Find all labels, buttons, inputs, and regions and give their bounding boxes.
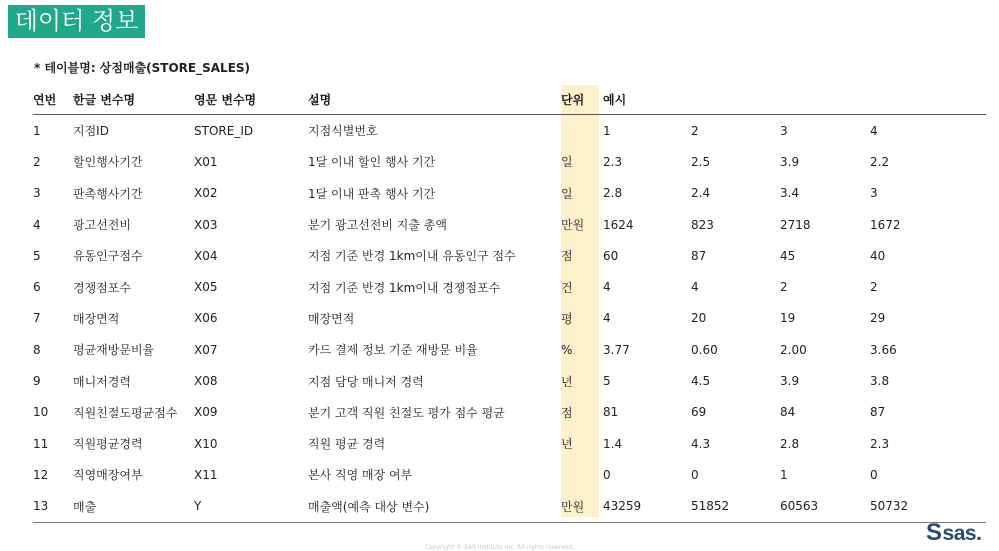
cell-korean-name: 유동인구점수 — [73, 249, 143, 264]
cell-example: 4 — [870, 123, 878, 138]
cell-example: 45 — [780, 248, 796, 263]
cell-example: 87 — [870, 405, 886, 420]
cell-description: 지점 기준 반경 1km이내 유동인구 점수 — [308, 249, 516, 264]
cell-unit: 점 — [561, 405, 573, 420]
table-row — [33, 459, 986, 490]
cell-english-name: X01 — [194, 154, 218, 169]
cell-no: 7 — [33, 311, 41, 326]
cell-english-name: X06 — [194, 311, 218, 326]
cell-description: 카드 결제 정보 기준 재방문 비율 — [308, 343, 478, 358]
cell-description: 1달 이내 할인 행사 기간 — [308, 155, 436, 170]
cell-example: 2.5 — [691, 154, 711, 169]
table-row — [33, 397, 986, 428]
cell-no: 4 — [33, 217, 41, 232]
data-dictionary-table — [33, 85, 986, 523]
table-row — [33, 428, 986, 459]
table-row — [33, 146, 986, 177]
header-korean-name: 한글 변수명 — [73, 85, 194, 115]
copyright-notice: Copyright © SAS Institute Inc. All rights reserved. — [424, 544, 575, 551]
cell-example: 40 — [870, 248, 886, 263]
cell-example: 2.3 — [870, 436, 890, 451]
header-example: 예시 — [603, 85, 691, 115]
cell-example: 3 — [780, 123, 788, 138]
sas-logo-mark: S — [926, 519, 942, 546]
cell-no: 8 — [33, 342, 41, 357]
cell-example: 5 — [603, 374, 611, 389]
table-row — [33, 240, 986, 271]
cell-no: 6 — [33, 280, 41, 295]
cell-korean-name: 직원평균경력 — [73, 437, 143, 452]
cell-english-name: X05 — [194, 280, 218, 295]
cell-no: 1 — [33, 123, 41, 138]
cell-no: 3 — [33, 186, 41, 201]
cell-example: 3.66 — [870, 342, 897, 357]
cell-example: 4.5 — [691, 374, 711, 389]
cell-english-name: X02 — [194, 186, 218, 201]
cell-korean-name: 직원친절도평균점수 — [73, 405, 178, 420]
cell-unit: 년 — [561, 374, 573, 389]
cell-description: 매장면적 — [308, 311, 355, 326]
cell-unit: 일 — [561, 186, 573, 201]
cell-english-name: X04 — [194, 248, 218, 263]
cell-no: 10 — [33, 405, 49, 420]
cell-example: 3.9 — [780, 374, 800, 389]
cell-example: 1 — [603, 123, 611, 138]
cell-example: 0 — [691, 467, 699, 482]
table-row — [33, 271, 986, 302]
cell-example: 50732 — [870, 491, 986, 523]
cell-example: 2.4 — [691, 186, 711, 201]
cell-no: 12 — [33, 467, 49, 482]
page-title: 데이터 정보 — [8, 5, 145, 38]
cell-example: 60563 — [780, 491, 870, 523]
cell-no: 2 — [33, 154, 41, 169]
cell-unit: % — [561, 342, 573, 357]
cell-example: 2 — [870, 280, 878, 295]
table-row — [33, 365, 986, 396]
cell-example: 2.8 — [603, 186, 623, 201]
cell-unit: 년 — [561, 437, 573, 452]
cell-example: 2 — [780, 280, 788, 295]
cell-english-name: X07 — [194, 342, 218, 357]
sas-logo-dot: . — [976, 522, 982, 545]
cell-korean-name: 광고선전비 — [73, 218, 131, 233]
cell-example: 4 — [603, 280, 611, 295]
cell-description: 본사 직영 매장 여부 — [308, 468, 413, 483]
cell-no: 9 — [33, 374, 41, 389]
cell-example: 2 — [691, 123, 699, 138]
header-unit: 단위 — [561, 85, 603, 115]
table-row — [33, 303, 986, 334]
cell-example: 2718 — [780, 217, 811, 232]
cell-english-name: X03 — [194, 217, 218, 232]
cell-example: 0 — [603, 467, 611, 482]
cell-example: 60 — [603, 248, 619, 263]
cell-no: 5 — [33, 248, 41, 263]
cell-example: 87 — [691, 248, 707, 263]
cell-korean-name: 매니저경력 — [73, 374, 131, 389]
cell-description: 매출액(예측 대상 변수) — [308, 491, 561, 523]
cell-description: 분기 고객 직원 친절도 평가 점수 평균 — [308, 405, 505, 420]
cell-example: 2.3 — [603, 154, 623, 169]
cell-example: 29 — [870, 311, 886, 326]
header-english-name: 영문 변수명 — [194, 85, 308, 115]
table-row — [33, 491, 986, 523]
cell-unit: 만원 — [561, 218, 585, 233]
cell-example: 1.4 — [603, 436, 623, 451]
table-row — [33, 334, 986, 365]
cell-example: 3 — [870, 186, 878, 201]
cell-description: 직원 평균 경력 — [308, 437, 386, 452]
cell-korean-name: 직영매장여부 — [73, 468, 143, 483]
cell-unit: 건 — [561, 280, 573, 295]
cell-korean-name: 매출 — [73, 491, 194, 523]
cell-english-name: X09 — [194, 405, 218, 420]
cell-example: 20 — [691, 311, 707, 326]
cell-korean-name: 판촉행사기간 — [73, 186, 143, 201]
table-row — [33, 209, 986, 240]
cell-description: 분기 광고선전비 지출 총액 — [308, 218, 447, 233]
cell-example: 3.4 — [780, 186, 800, 201]
cell-korean-name: 매장면적 — [73, 311, 120, 326]
cell-example: 2.00 — [780, 342, 807, 357]
cell-example: 1624 — [603, 217, 634, 232]
header-no: 연번 — [33, 85, 73, 115]
cell-description: 지점 담당 매니저 경력 — [308, 374, 424, 389]
table-row — [33, 178, 986, 209]
cell-no: 13 — [33, 491, 73, 523]
cell-korean-name: 지점ID — [73, 124, 109, 139]
cell-example: 0.60 — [691, 342, 718, 357]
cell-description: 지점 기준 반경 1km이내 경쟁점포수 — [308, 280, 501, 295]
table-name-label: * 테이블명: 상점매출(STORE_SALES) — [34, 61, 251, 75]
cell-korean-name: 평균재방문비율 — [73, 343, 155, 358]
cell-example: 69 — [691, 405, 707, 420]
cell-example: 3.9 — [780, 154, 800, 169]
table-body — [33, 115, 986, 523]
cell-example: 2.8 — [780, 436, 800, 451]
cell-unit: 만원 — [561, 491, 603, 523]
cell-example: 823 — [691, 217, 714, 232]
cell-example: 0 — [870, 467, 878, 482]
cell-unit: 점 — [561, 249, 573, 264]
cell-description: 지점식별번호 — [308, 124, 378, 139]
cell-example: 4.3 — [691, 436, 711, 451]
cell-unit: 일 — [561, 155, 573, 170]
cell-example: 81 — [603, 405, 619, 420]
cell-unit — [561, 459, 603, 490]
cell-example: 84 — [780, 405, 796, 420]
cell-example: 2.2 — [870, 154, 890, 169]
cell-english-name: X10 — [194, 436, 218, 451]
cell-example: 51852 — [691, 491, 780, 523]
cell-english-name: Y — [194, 491, 308, 523]
table-header-row — [33, 85, 986, 115]
cell-english-name: STORE_ID — [194, 123, 254, 138]
cell-example: 1672 — [870, 217, 901, 232]
cell-example: 4 — [691, 280, 699, 295]
cell-example: 19 — [780, 311, 796, 326]
table-row — [33, 115, 986, 147]
sas-logo — [926, 519, 988, 547]
cell-example: 3.8 — [870, 374, 890, 389]
cell-english-name: X08 — [194, 374, 218, 389]
cell-no: 11 — [33, 436, 49, 451]
header-description: 설명 — [308, 85, 561, 115]
cell-unit — [561, 115, 603, 147]
cell-example: 3.77 — [603, 342, 630, 357]
cell-korean-name: 경쟁점포수 — [73, 280, 131, 295]
sas-logo-text: sas — [942, 522, 977, 545]
cell-example: 43259 — [603, 491, 691, 523]
cell-example: 4 — [603, 311, 611, 326]
cell-unit: 평 — [561, 311, 573, 326]
cell-example: 1 — [780, 467, 788, 482]
cell-description: 1달 이내 판촉 행사 기간 — [308, 186, 436, 201]
cell-english-name: X11 — [194, 467, 218, 482]
cell-korean-name: 할인행사기간 — [73, 155, 143, 170]
